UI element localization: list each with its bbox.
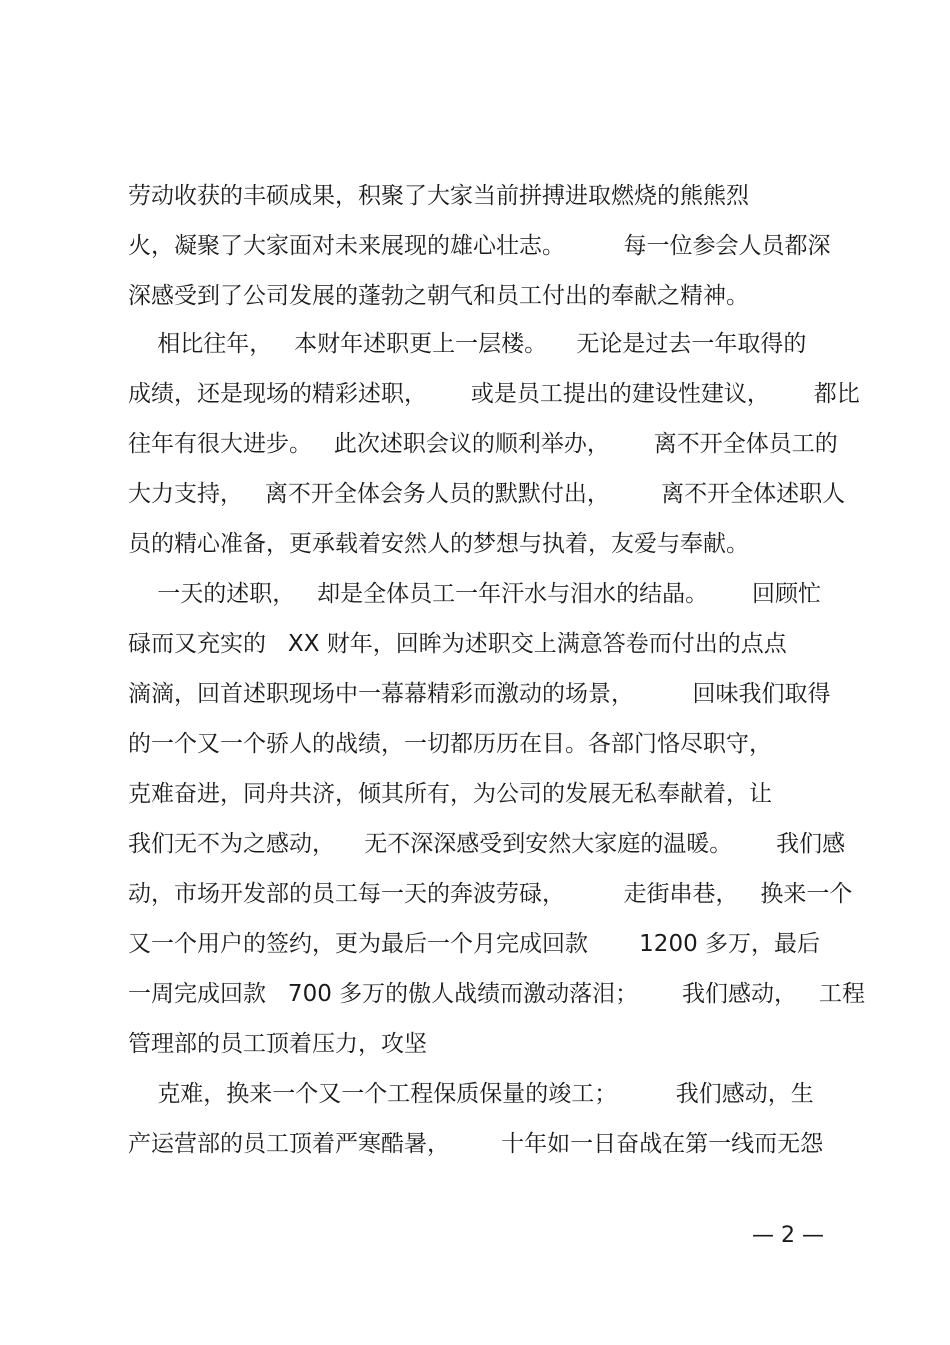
body-text-line: 滴滴，回首述职现场中一幕幕精彩而激动的场景， 回味我们取得 <box>128 681 831 707</box>
body-text-line: 我们无不为之感动， 无不深深感受到安然大家庭的温暖。 我们感 <box>128 831 846 857</box>
body-text-line: 克难奋进，同舟共济，倾其所有，为公司的发展无私奉献着，让 <box>128 781 772 807</box>
body-text-line: 火，凝聚了大家面对未来展现的雄心壮志。 每一位参会人员都深 <box>128 233 831 259</box>
body-text-line: 又一个用户的签约，更为最后一个月完成回款 1200 多万，最后 <box>128 931 821 957</box>
body-text-line: 大力支持， 离不开全体会务人员的默默付出， 离不开全体述职人 <box>128 481 846 507</box>
body-text-line: 一周完成回款 700 多万的傲人战绩而激动落泪； 我们感动， 工程 <box>128 981 865 1007</box>
body-text-line: 成绩，还是现场的精彩述职， 或是员工提出的建设性建议， 都比 <box>128 381 860 407</box>
body-text-line: 深感受到了公司发展的蓬勃之朝气和员工付出的奉献之精神。 <box>128 283 749 309</box>
page-number: — 2 — <box>752 1223 824 1248</box>
body-text-line: 产运营部的员工顶着严寒酷暑， 十年如一日奋战在第一线而无怨 <box>128 1131 824 1157</box>
body-text-line: 往年有很大进步。 此次述职会议的顺利举办， 离不开全体员工的 <box>128 431 838 457</box>
body-text-line: 劳动收获的丰硕成果，积聚了大家当前拼搏进取燃烧的熊熊烈 <box>128 183 749 209</box>
body-text-line: 管理部的员工顶着压力，攻坚 <box>128 1031 427 1057</box>
body-text-line: 相比往年， 本财年述职更上一层楼。 无论是过去一年取得的 <box>128 331 807 357</box>
body-text-line: 动，市场开发部的员工每一天的奔波劳碌， 走街串巷， 换来一个 <box>128 881 853 907</box>
body-text-line: 一天的述职， 却是全体员工一年汗水与泪水的结晶。 回顾忙 <box>128 581 822 607</box>
body-text-line: 碌而又充实的 XX 财年，回眸为述职交上满意答卷而付出的点点 <box>128 631 787 657</box>
body-text-line: 的一个又一个骄人的战绩，一切都历历在目。各部门恪尽职守， <box>128 731 772 757</box>
body-text-line: 克难，换来一个又一个工程保质保量的竣工； 我们感动，生 <box>128 1081 814 1107</box>
body-text-line: 员的精心准备，更承载着安然人的梦想与执着，友爱与奉献。 <box>128 531 749 557</box>
